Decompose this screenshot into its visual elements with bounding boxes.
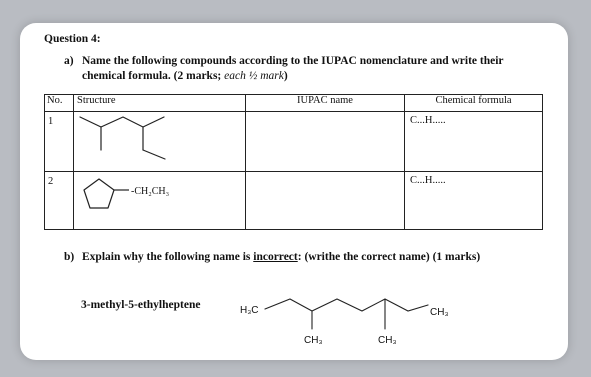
- part-a-instruction-block: [82, 54, 544, 84]
- header-structure: Structure: [74, 95, 246, 112]
- part-b-instruction: [82, 251, 480, 263]
- structure-cell: [74, 112, 246, 172]
- table-row: [45, 112, 543, 172]
- worksheet-page: [20, 23, 568, 360]
- part-a-marks-note: each ½ mark: [224, 70, 284, 82]
- header-chemical-formula: Chemical formula: [405, 95, 543, 112]
- iupac-name-cell[interactable]: [246, 112, 405, 172]
- row-number: 1: [45, 112, 74, 172]
- table-row: [45, 172, 543, 230]
- part-b-text-after: : (writhe the correct name) (1 marks): [297, 251, 481, 263]
- row-number: 2: [45, 172, 74, 230]
- carbon-chain-structure: [230, 291, 460, 351]
- part-a-marks-close: ): [283, 70, 288, 82]
- part-a-label: a): [64, 55, 74, 67]
- formula-cell[interactable]: C...H.....: [405, 172, 543, 230]
- skeletal-structure-2: [74, 172, 242, 225]
- skeletal-structure-1: [74, 112, 242, 167]
- part-b-text-before: Explain why the following name is: [82, 251, 254, 263]
- ethyl-substituent-label: -CH₂CH₃: [131, 186, 170, 197]
- chain-right-end-label: CH₃: [430, 307, 449, 318]
- incorrect-compound-name: 3-methyl-5-ethylheptene: [81, 299, 201, 311]
- formula-cell[interactable]: C...H.....: [405, 112, 543, 172]
- chain-left-end-label: H₃C: [240, 305, 259, 316]
- chain-branch-2-label: CH₃: [378, 335, 397, 346]
- chain-branch-1-label: CH₃: [304, 335, 323, 346]
- header-iupac-name: IUPAC name: [246, 95, 405, 112]
- question-title: Question 4:: [44, 33, 101, 45]
- structure-cell: [74, 172, 246, 230]
- compounds-table: [44, 94, 543, 230]
- header-no: No.: [45, 95, 74, 112]
- part-b-label: b): [64, 251, 75, 263]
- part-a-instruction: Name the following compounds according to the IUPAC nomenclature and write their chemical formula.: [82, 55, 504, 82]
- part-b-underlined-word: incorrect: [253, 251, 298, 263]
- table-header-row: [45, 95, 543, 112]
- part-a-marks-paren: (2 marks;: [173, 70, 222, 82]
- iupac-name-cell[interactable]: [246, 172, 405, 230]
